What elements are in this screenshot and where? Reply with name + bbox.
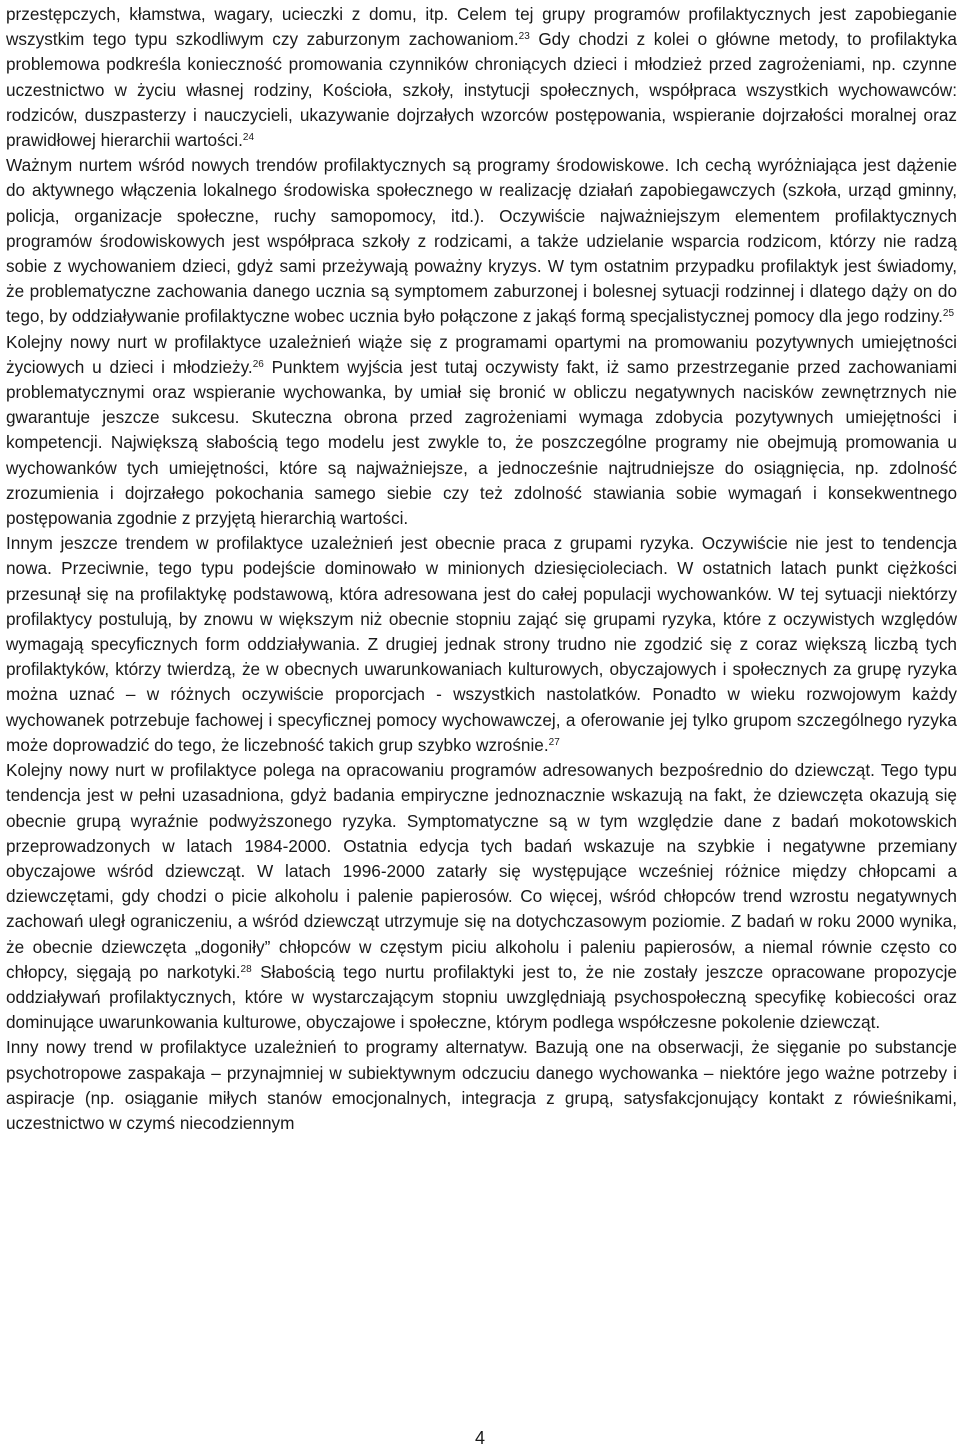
footnote-ref[interactable]: 24	[242, 132, 255, 144]
document-page	[6, 2, 957, 1136]
footnote-ref[interactable]: 28	[240, 963, 252, 975]
paragraph	[6, 2, 957, 153]
paragraph-text: przestępczych, kłamstwa, wagary, ucieczki z domu, itp. Celem tej grupy programów profilaktycznych jest zapobieganie wszystkim tego typu szkodliwym czy zaburzonym zachowaniom.	[6, 4, 957, 50]
footnote-ref[interactable]: 25	[942, 308, 955, 320]
paragraph-text: Słabością tego nurtu profilaktyki jest to, że nie zostały jeszcze opracowane propozycje oddziaływań profilaktycznych, które w wystarczającym stopniu uwzględniają psychospołeczną specyfikę kobiecości oraz dominujące uwarunkowania kulturowe, obyczajowe i społeczne, którym podlega współczesne pokolenie dziewcząt.	[6, 961, 957, 1033]
paragraph-text: Kolejny nowy nurt w profilaktyce polega na opracowaniu programów adresowanych bezpośrednio do dziewcząt. Tego typu tendencja jest w pełni uzasadniona, gdyż badania empiryczne jednoznacznie wskazują na fakt, że dziewczęta okazują się obecnie grupą wyraźnie podwyższonego ryzyka. Symptomatyczne są w tym względzie dane z badań mokotowskich przeprowadzonych w latach 1984-2000. Ostatnia edycja tych badań wskazuje na szybkie i negatywne przemiany obyczajowe wśród dziewcząt. W latach 1996-2000 zatarły się występujące wcześniej różnice między chłopcami a dziewczętami, gdy chodzi o picie alkoholu i palenie papierosów. Co więcej, wśród chłopców trend wzrostu negatywnych zachowań uległ ograniczeniu, a wśród dziewcząt utrzymuje się na dotychczasowym poziomie. Z badań w roku 2000 wynika, że obecnie dziewczęta „dogoniły” chłopców w częstym piciu alkoholu i paleniu papierosów, a niemal równie często co chłopcy, sięgają po narkotyki.	[6, 760, 957, 982]
paragraph	[6, 758, 957, 1035]
footnote-ref[interactable]: 23	[518, 31, 530, 43]
paragraph-text: Ważnym nurtem wśród nowych trendów profilaktycznych są programy środowiskowe. Ich cechą wyróżniająca jest dążenie do aktywnego włączenia lokalnego środowiska społecznego w realizację działań zapobiegawczych (szkoła, urząd gminny, policja, organizacje społeczne, ruchy samopomocy, itd.). Oczywiście najważniejszym elementem profilaktycznych programów środowiskowych jest współpraca szkoły z rodzicami, a także udzielanie wsparcia rodzicom, którzy nie radzą sobie z wychowaniem dzieci, gdyż sami przeżywają poważny kryzys. W tym ostatnim przypadku profilaktyk jest świadomy, że problematyczne zachowania danego ucznia są symptomem zaburzonej i bolesnej sytuacji rodzinnej i dlatego dąży on do tego, by oddziaływanie profilaktyczne wobec ucznia było połączone z jakąś formą specjalistycznej pomocy dla jego rodziny.	[6, 155, 957, 327]
paragraph-text: Innym jeszcze trendem w profilaktyce uzależnień jest obecnie praca z grupami ryzyka. Oczywiście nie jest to tendencja nowa. Przeciwnie, tego typu podejście dominowało w minionych dziesięcioleciach. W ostatnich latach punkt ciężkości przesunął się na profilaktykę podstawową, która adresowana jest do całej populacji wychowanków. W tej sytuacji niektórzy profilaktycy postulują, by znowu w większym niż obecnie stopniu zająć się grupami ryzyka, które z oczywistych względów wymagają specyficznych form oddziaływania. Z drugiej jednak strony trudno nie zgodzić się z coraz większą liczbą tych profilaktyków, którzy twierdzą, że w obecnych uwarunkowaniach kulturowych, obyczajowych i społecznych za grupę ryzyka można uznać – w różnych oczywiście proporcjach - wszystkich nastolatków. Ponadto w wieku rozwojowym każdy wychowanek potrzebuje fachowej i specyficznej pomocy wychowawczej, a oferowanie jej tylko grupom szczególnego ryzyka może doprowadzić do tego, że liczebność takich grup szybko wzrośnie.	[6, 533, 957, 755]
paragraph-text: Inny nowy trend w profilaktyce uzależnień to programy alternatyw. Bazują one na obserwacji, że sięganie po substancje psychotropowe zaspakaja – przynajmniej w subiektywnym odczuciu danego wychowanka – niektóre jego ważne potrzeby i aspiracje (np. osiąganie miłych stanów emocjonalnych, integracja z grupą, satysfakcjonujący kontakt z rówieśnikami, uczestnictwo w czymś niecodziennym	[6, 1037, 957, 1133]
paragraph	[6, 153, 957, 329]
paragraph	[6, 531, 957, 758]
paragraph	[6, 330, 957, 532]
footnote-ref[interactable]: 27	[548, 736, 560, 748]
paragraph-text: Kolejny nowy nurt w profilaktyce uzależnień wiąże się z programami opartymi na promowaniu pozytywnych umiejętności życiowych u dzieci i młodzieży.	[6, 331, 957, 377]
paragraph-text: Gdy chodzi z kolei o główne metody, to profilaktyka problemowa podkreśla konieczność promowania czynników chroniących dzieci i młodzież przed zagrożeniami, np. czynne uczestnictwo w życiu własnej rodziny, Kościoła, szkoły, instytucji społecznych, współpraca wszystkich wychowawców: rodziców, duszpasterzy i nauczycieli, ukazywanie dojrzałych wzorców postępowania, wspieranie dojrzałości moralnej oraz prawidłowej hierarchii wartości.	[6, 29, 957, 151]
paragraph-text: Punktem wyjścia jest tutaj oczywisty fakt, iż samo przestrzeganie przed zachowaniami problematycznymi oraz wspieranie wychowanka, by umiał się bronić w obliczu negatywnych nacisków zewnętrznych nie gwarantuje jeszcze sukcesu. Skuteczna obrona przed zagrożeniami wymaga zdobycia pozytywnych umiejętności i kompetencji. Największą słabością tego modelu jest zwykle to, że poszczególne programy nie obejmują promowania u wychowanków tych umiejętności, które są najważniejsze, a jednocześnie najtrudniejsze do osiągnięcia, np. zdolność zrozumienia i dojrzałego pokochania samego siebie czy też zdolność stawiania sobie wymagań i konsekwentnego postępowania zgodnie z przyjętą hierarchią wartości.	[6, 356, 957, 529]
paragraph	[6, 1035, 957, 1136]
footnote-ref[interactable]: 26	[252, 358, 264, 370]
page-number: 4	[474, 1428, 485, 1448]
